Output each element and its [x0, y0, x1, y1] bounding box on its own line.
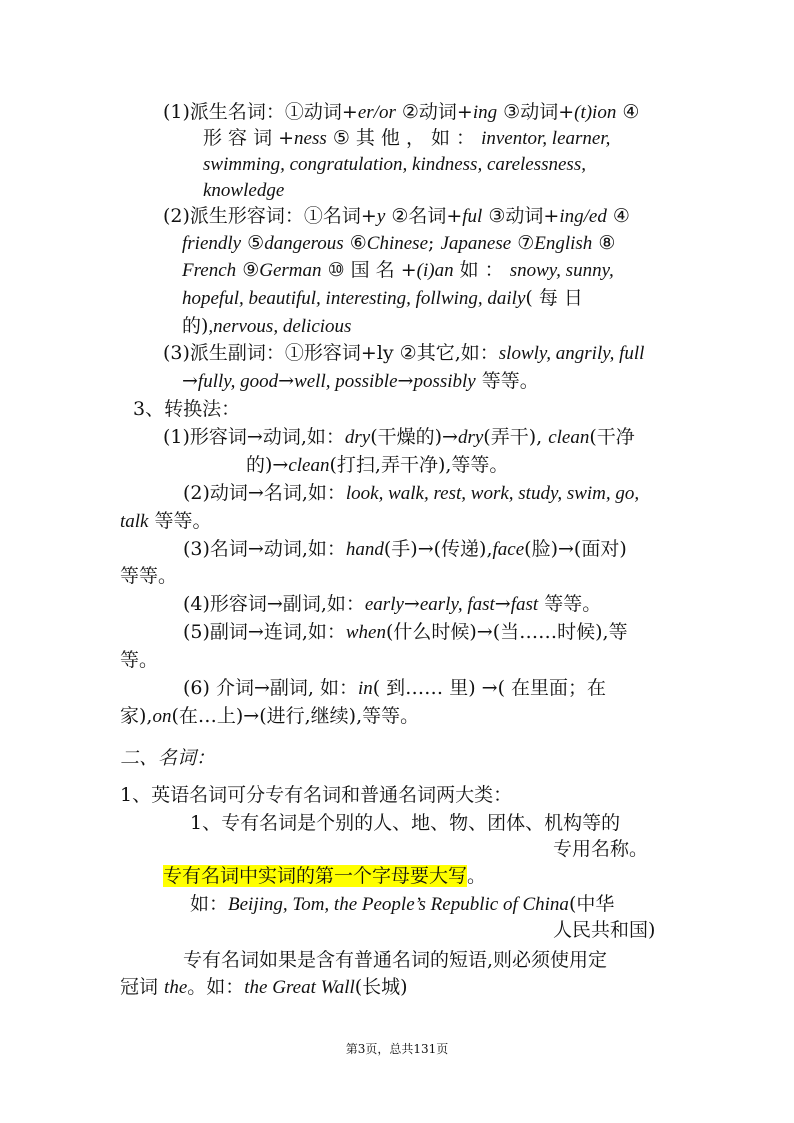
text-line: 的)→clean(打扫,弄干净),等等。 [246, 454, 509, 476]
text-line: 专用名称。 [553, 838, 649, 860]
text-line: hopeful, beautiful, interesting, follwing, daily( 每 日 [182, 287, 583, 309]
section-heading: 3、转换法： [133, 398, 241, 420]
text-line: French ⑨German ⑩ 国 名 +(i)an 如 ： snowy, sunny, [182, 259, 614, 281]
text-line: →fully, good→well, possible→possibly 等等。 [182, 370, 539, 392]
text-line: 家),on(在…上)→(进行,继续),等等。 [120, 705, 420, 727]
text-line: 等等。 [120, 565, 178, 587]
text-line: (3)派生副词：①形容词+ly ②其它,如：slowly, angrily, full [163, 342, 645, 364]
text-line: knowledge [203, 180, 285, 201]
text-line: (1)派生名词：①动词+er/or ②动词+ing ③动词+(t)ion ④ [163, 101, 640, 123]
text-line: 如：Beijing, Tom, the People’s Republic of China(中华 [190, 893, 615, 915]
text-line: 等。 [120, 649, 159, 671]
text-line: swimming, congratulation, kindness, carelessness, [203, 154, 586, 175]
text-line: (3)名词→动词,如：hand(手)→(传递),face(脸)→(面对) [183, 538, 627, 560]
text-line: (2)派生形容词：①名词+y ②名词+ful ③动词+ing/ed ④ [163, 205, 630, 227]
text-line: 冠词 the。如：the Great Wall(长城) [120, 976, 408, 998]
text-line: 人民共和国) [553, 919, 656, 941]
highlighted-text: 专有名词中实词的第一个字母要大写 [163, 865, 468, 887]
text-line: 专有名词中实词的第一个字母要大写。 [163, 865, 487, 887]
page-footer: 第3页，总共131页 [345, 1042, 449, 1056]
text-line: friendly ⑤dangerous ⑥Chinese; Japanese ⑦English ⑧ [182, 232, 616, 254]
text-line: 专有名词如果是含有普通名词的短语,则必须使用定 [183, 949, 608, 971]
text-line: 1、专有名词是个别的人、地、物、团体、机构等的 [190, 812, 621, 834]
text-line: talk 等等。 [120, 510, 212, 532]
text-line: (2)动词→名词,如：look, walk, rest, work, study, swim, go, [183, 482, 640, 504]
text-line: (6) 介词→副词, 如：in( 到…… 里) →( 在里面；在 [183, 677, 607, 699]
text-line: (5)副词→连词,如：when(什么时候)→(当……时候),等 [183, 621, 628, 643]
text-line: (1)形容词→动词,如：dry(干燥的)→dry(弄干), clean(干净 [163, 426, 635, 448]
text-line: 形 容 词 +ness ⑤ 其 他 ， 如 ： inventor, learner, [203, 127, 611, 149]
section-heading: 二、名词： [120, 747, 216, 769]
text-line: 1、英语名词可分专有名词和普通名词两大类： [120, 784, 513, 806]
text-line: 的),nervous, delicious [182, 315, 352, 337]
text-line: (4)形容词→副词,如：early→early, fast→fast 等等。 [183, 593, 602, 615]
